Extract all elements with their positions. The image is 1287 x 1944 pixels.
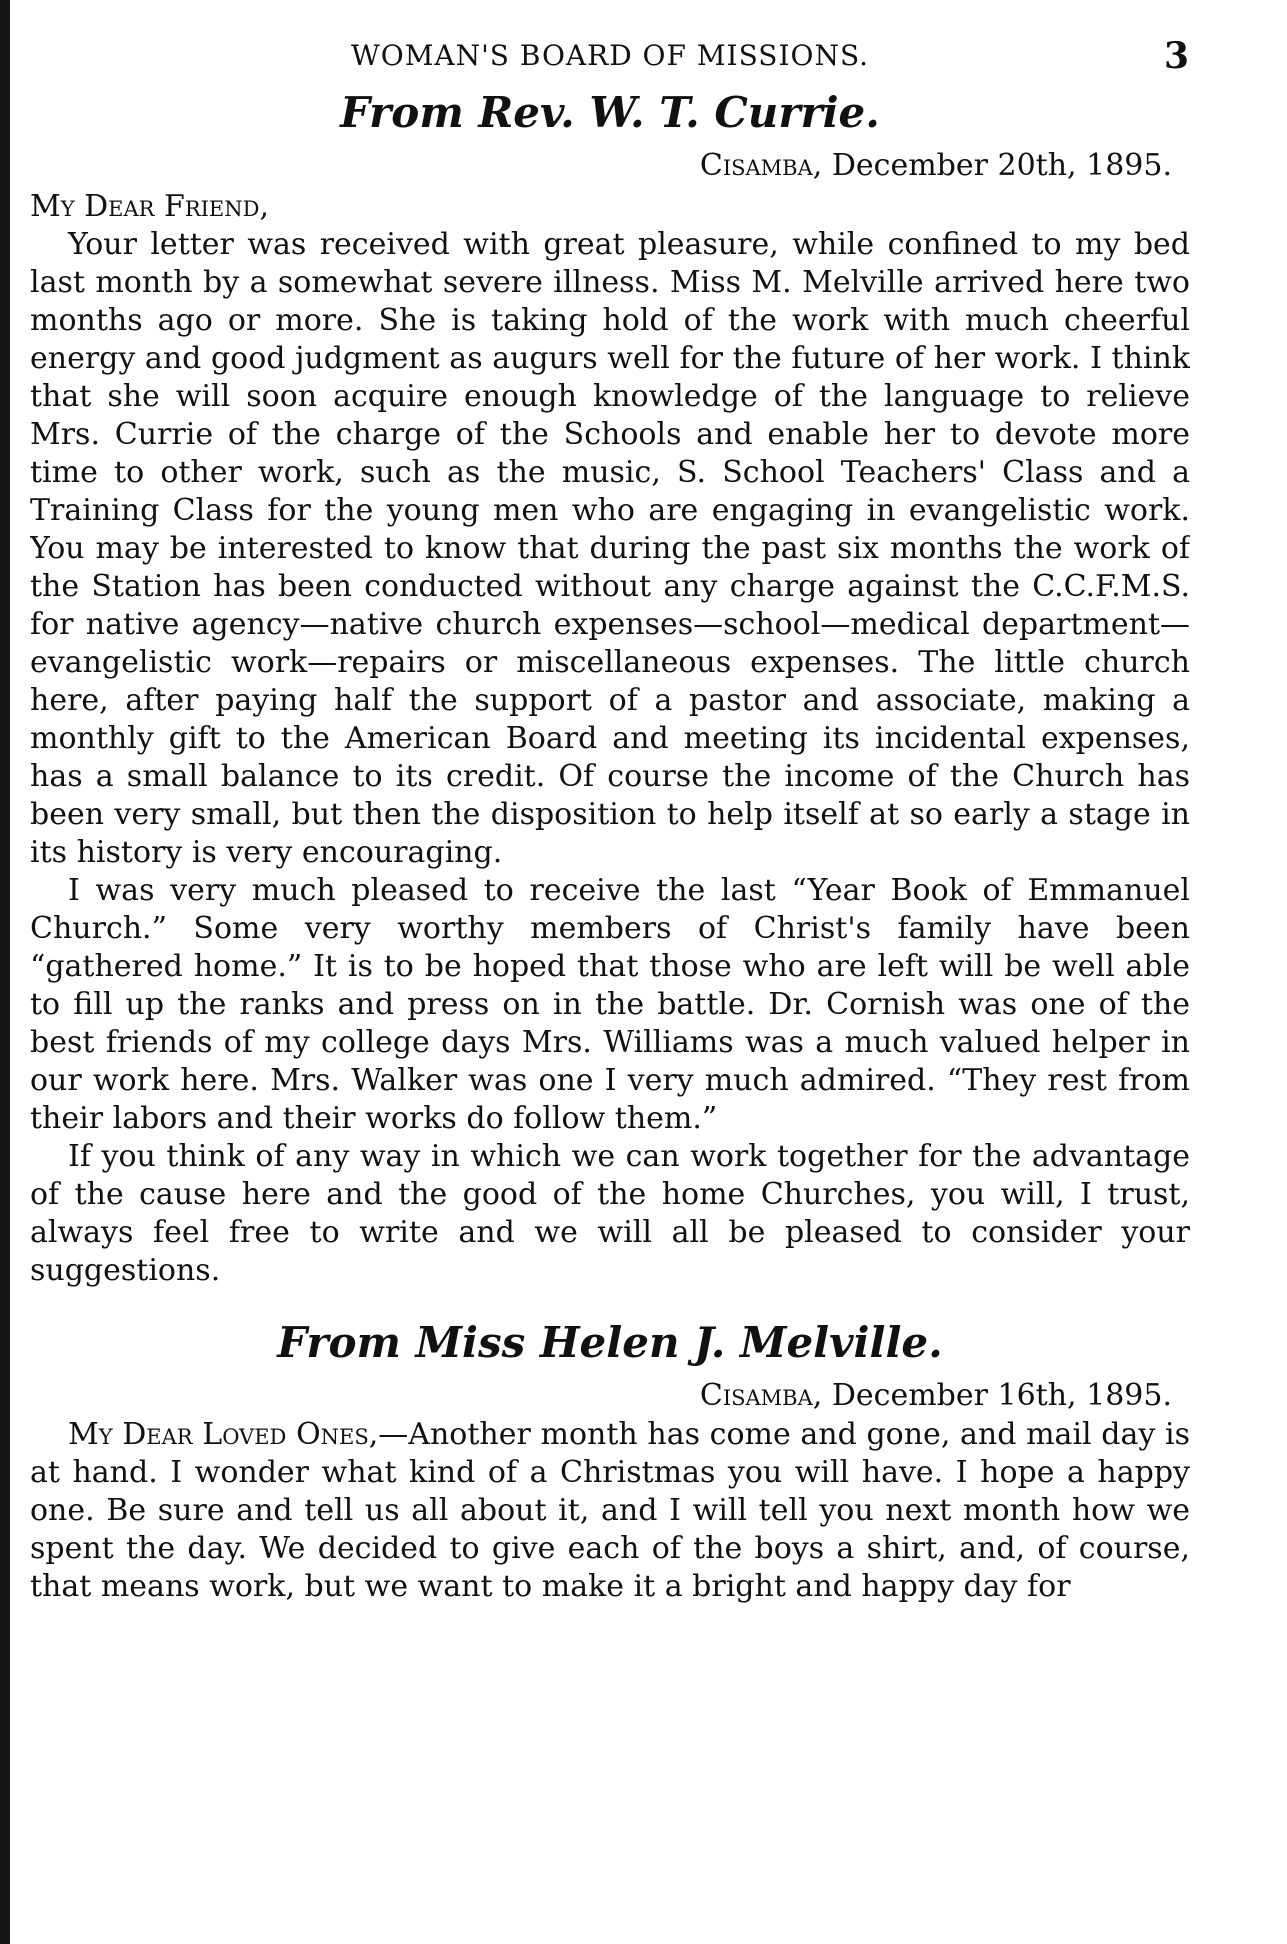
letter-currie xyxy=(30,86,1190,1290)
document-page xyxy=(30,30,1190,1920)
letter-paragraph: I was very much pleased to receive the last “Year Book of Emmanuel Church.” Some very worthy members of Christ's family have been “gathered home.” It is to be hoped that those who are left will be well able to fill up the ranks and press on in the battle. Dr. Cornish was one of the best friends of my college days Mrs. Williams was a much valued helper in our work here. Mrs. Walker was one I very much admired. “They rest from their labors and their works do follow them.” xyxy=(30,873,1190,1136)
letter-heading: From Rev. W. T. Currie. xyxy=(340,88,880,137)
dateline-date: December 16th, 1895. xyxy=(831,1378,1172,1413)
dateline xyxy=(30,146,1190,186)
letter-melville xyxy=(30,1316,1190,1606)
dateline xyxy=(30,1376,1190,1416)
letter-paragraph xyxy=(30,1416,1190,1606)
page-number: 3 xyxy=(1163,35,1190,77)
letter-paragraph: If you think of any way in which we can work together for the advantage of the cause here and the good of the home Churches, you will, I trust, always feel free to write and we will all be pleased to consider your suggestions. xyxy=(30,1139,1190,1288)
dateline-date: December 20th, 1895. xyxy=(831,148,1172,183)
running-head-title: WOMAN'S BOARD OF MISSIONS. xyxy=(350,39,870,72)
page-binding-edge xyxy=(0,0,10,1944)
running-head xyxy=(30,30,1190,82)
letter-heading: From Miss Helen J. Melville. xyxy=(277,1318,943,1367)
letter-paragraph-text: —Another month has come and gone, and mail day is at hand. I wonder what kind of a Christmas you will have. I hope a happy one. Be sure and tell us all about it, and I will tell you next month how we spent the day. We decided to give each of the boys a shirt, and, of course, that means work, but we want to make it a bright and happy day for xyxy=(30,1417,1190,1604)
section-gap xyxy=(30,1290,1190,1312)
dateline-place: Cisamba, xyxy=(699,1378,823,1413)
salutation: My Dear Loved Ones, xyxy=(68,1417,379,1452)
dateline-place: Cisamba, xyxy=(699,148,823,183)
salutation: My Dear Friend, xyxy=(30,189,270,224)
letter-paragraph: Your letter was received with great pleasure, while confined to my bed last month by a somewhat severe illness. Miss M. Melville arrived here two months ago or more. She is taking hold of the work with much cheerful energy and good judgment as augurs well for the future of her work. I think that she will soon acquire enough knowledge of the language to relieve Mrs. Currie of the charge of the Schools and enable her to devote more time to other work, such as the music, S. School Teachers' Class and a Training Class for the young men who are engaging in evangelistic work. You may be interested to know that during the past six months the work of the Station has been conducted without any charge against the C.C.F.M.S. for native agency—native church expenses—school—medical department—evangelistic work—repairs or miscellaneous expenses. The little church here, after paying half the support of a pastor and associate, making a monthly gift to the American Board and meeting its incidental expenses, has a small balance to its credit. Of course the income of the Church has been very small, but then the disposition to help itself at so early a stage in its history is very encouraging. xyxy=(30,227,1190,870)
